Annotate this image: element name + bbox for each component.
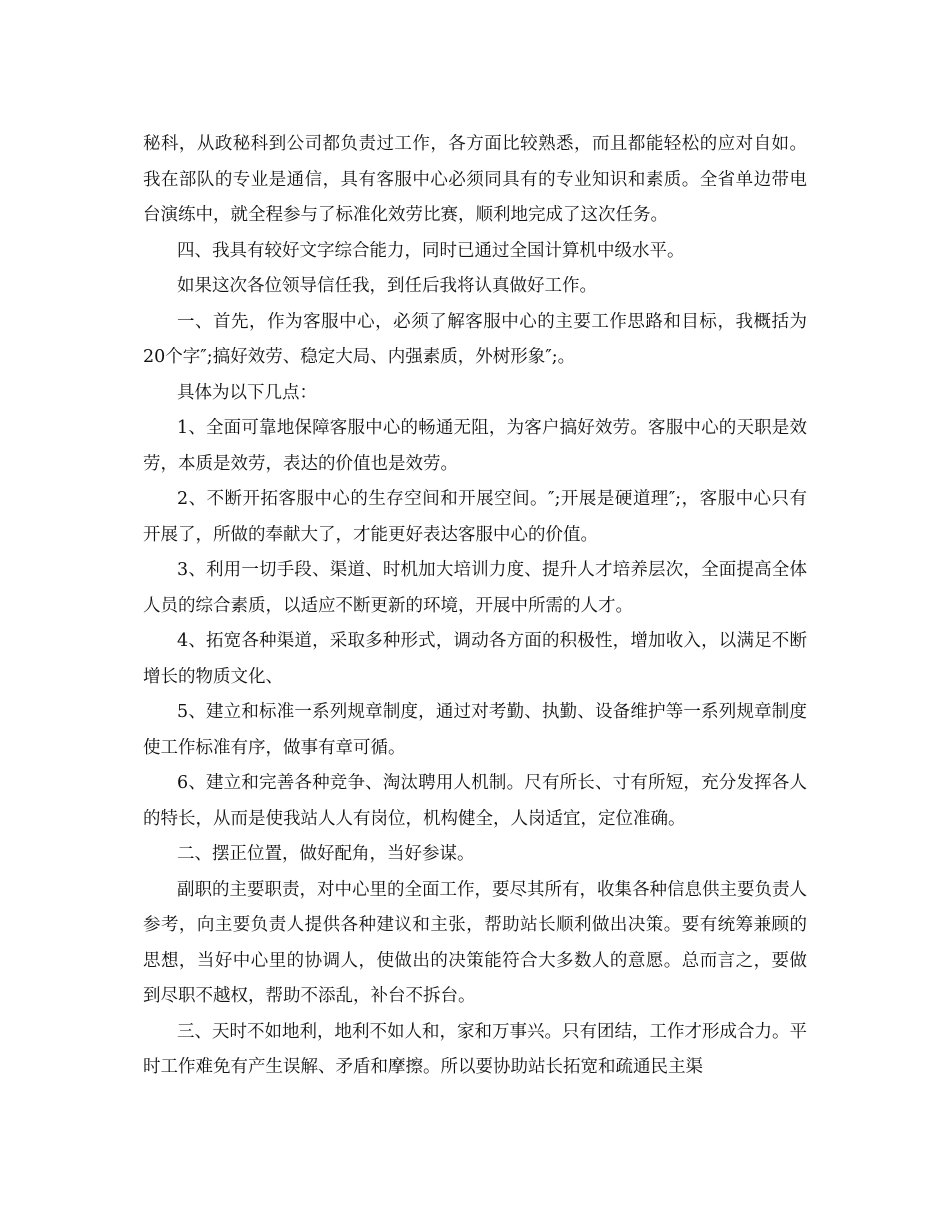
- document-body: [143, 127, 807, 1086]
- paragraph-12: 二、摆正位置，做好配角，当好参谋。: [177, 844, 475, 864]
- paragraph-10: 5、建立和标准一系列规章制度，通过对考勤、执勤、设备维护等一系列规章制度使工作标准有序，做事有章可循。: [143, 702, 807, 758]
- paragraph-11: 6、建立和完善各种竞争、淘汰聘用人机制。尺有所长、寸有所短，充分发挥各人的特长，从而是使我站人人有岗位，机构健全，人岗适宜，定位准确。: [143, 773, 807, 829]
- paragraph-6: 1、全面可靠地保障客服中心的畅通无阻，为客户搞好效劳。客服中心的天职是效劳，本质是效劳，表达的价值也是效劳。: [143, 418, 807, 474]
- paragraph-2: 四、我具有较好文字综合能力，同时已通过全国计算机中级水平。: [177, 240, 685, 261]
- paragraph-14: 三、天时不如地利，地利不如人和，家和万事兴。只有团结，工作才形成合力。平时工作难免有产生误解、矛盾和摩擦。所以要协助站长拓宽和疏通民主渠: [143, 1021, 807, 1077]
- paragraph-1: 秘科，从政秘科到公司都负责过工作，各方面比较熟悉，而且都能轻松的应对自如。我在部队的专业是通信，具有客服中心必须同具有的专业知识和素质。全省单边带电台演练中，就全程参与了标准化效劳比赛，顺利地完成了这次任务。: [143, 134, 807, 225]
- paragraph-7: 2、不断开拓客服中心的生存空间和开展空间。″;开展是硬道理″;，客服中心只有开展了，所做的奉献大了，才能更好表达客服中心的价值。: [143, 489, 807, 545]
- paragraph-5: 具体为以下几点：: [177, 382, 317, 403]
- paragraph-3: 如果这次各位领导信任我，到任后我将认真做好工作。: [177, 276, 597, 296]
- paragraph-4: 一、首先，作为客服中心，必须了解客服中心的主要工作思路和目标，我概括为20个字″;搞好效劳、稳定大局、内强素质，外树形象″;。: [143, 311, 807, 367]
- paragraph-9: 4、拓宽各种渠道，采取多种形式，调动各方面的积极性，增加收入，以满足不断增长的物质文化、: [143, 631, 807, 687]
- paragraph-13: 副职的主要职责，对中心里的全面工作，要尽其所有，收集各种信息供主要负责人参考，向主要负责人提供各种建议和主张，帮助站长顺利做出决策。要有统筹兼顾的思想，当好中心里的协调人，使做出的决策能符合大多数人的意愿。总而言之，要做到尽职不越权，帮助不添乱，补台不拆台。: [143, 879, 807, 1006]
- paragraph-8: 3、利用一切手段、渠道、时机加大培训力度、提升人才培养层次，全面提高全体人员的综合素质，以适应不断更新的环境，开展中所需的人才。: [143, 560, 807, 616]
